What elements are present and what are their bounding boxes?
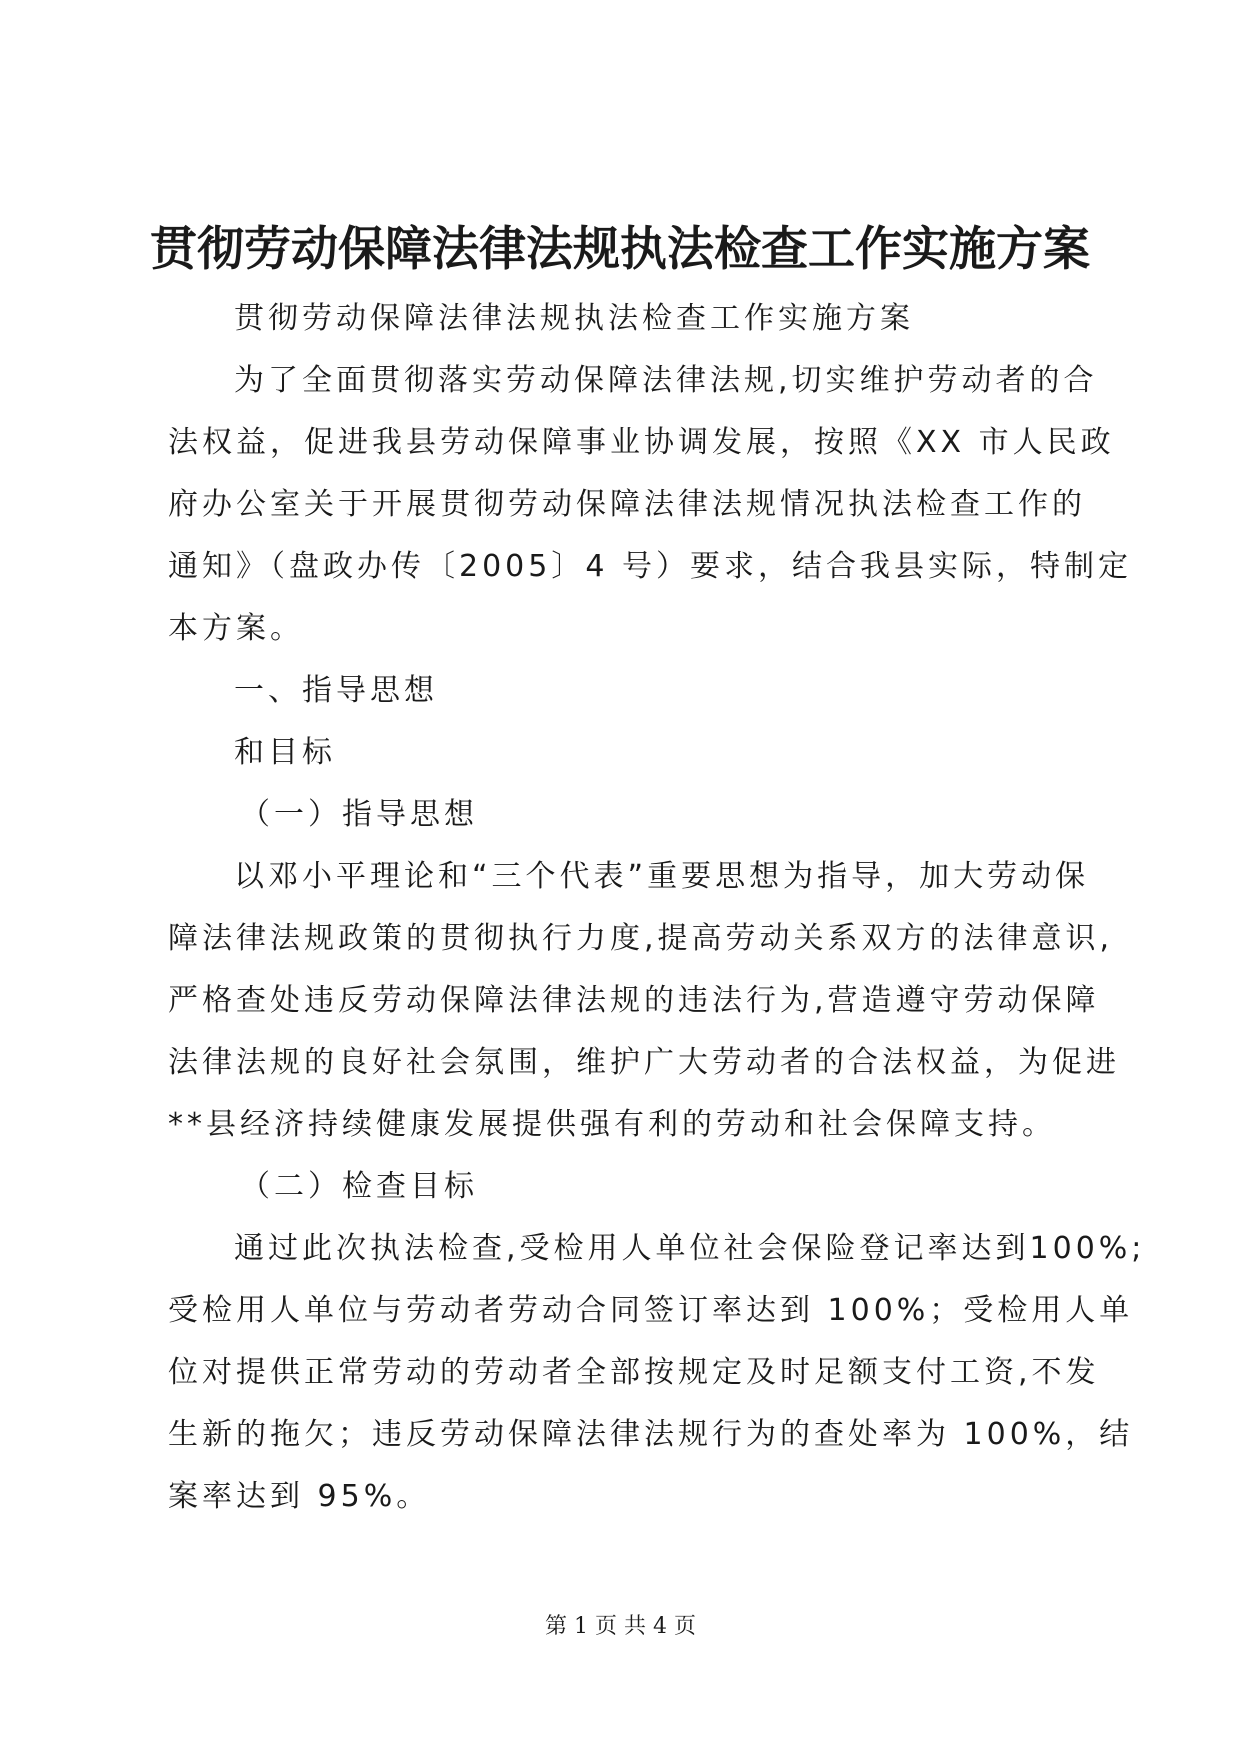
paragraph-line: 法权益，促进我县劳动保障事业协调发展，按照《XX 市人民政 <box>168 425 1115 460</box>
paragraph-line: 法律法规的良好社会氛围，维护广大劳动者的合法权益，为促进 <box>168 1045 1120 1080</box>
document-body <box>168 288 1146 1528</box>
page-number: 第 1 页 共 4 页 <box>545 1614 696 1639</box>
subsection-heading: （二）检查目标 <box>240 1169 478 1204</box>
paragraph-line: 障法律法规政策的贯彻执行力度,提高劳动关系双方的法律意识, <box>168 921 1114 956</box>
subtitle-line: 贯彻劳动保障法律法规执法检查工作实施方案 <box>234 301 914 336</box>
paragraph-line: 受检用人单位与劳动者劳动合同签订率达到 100%；受检用人单 <box>168 1293 1134 1328</box>
subsection-heading: （一）指导思想 <box>240 797 478 832</box>
paragraph-line: 以邓小平理论和“三个代表”重要思想为指导，加大劳动保 <box>234 859 1090 894</box>
paragraph-line: 通知》（盘政办传〔2005〕4 号）要求，结合我县实际，特制定 <box>168 549 1132 584</box>
paragraph-line: 严格查处违反劳动保障法律法规的违法行为,营造遵守劳动保障 <box>168 983 1100 1018</box>
paragraph-line: 通过此次执法检查,受检用人单位社会保险登记率达到100%; <box>234 1231 1146 1266</box>
paragraph-line: **县经济持续健康发展提供强有利的劳动和社会保障支持。 <box>168 1107 1056 1142</box>
document-title: 贯彻劳动保障法律法规执法检查工作实施方案 <box>150 222 1090 277</box>
paragraph-line: 为了全面贯彻落实劳动保障法律法规,切实维护劳动者的合 <box>234 363 1098 398</box>
paragraph-line: 本方案。 <box>168 611 304 646</box>
paragraph-line: 位对提供正常劳动的劳动者全部按规定及时足额支付工资,不发 <box>168 1355 1100 1390</box>
paragraph-line: 案率达到 95%。 <box>168 1479 431 1514</box>
paragraph-line: 生新的拖欠；违反劳动保障法律法规行为的查处率为 100%，结 <box>168 1417 1134 1452</box>
section-heading: 一、指导思想 <box>234 673 438 708</box>
paragraph-line: 府办公室关于开展贯彻劳动保障法律法规情况执法检查工作的 <box>168 487 1086 522</box>
section-heading-continued: 和目标 <box>234 735 336 770</box>
